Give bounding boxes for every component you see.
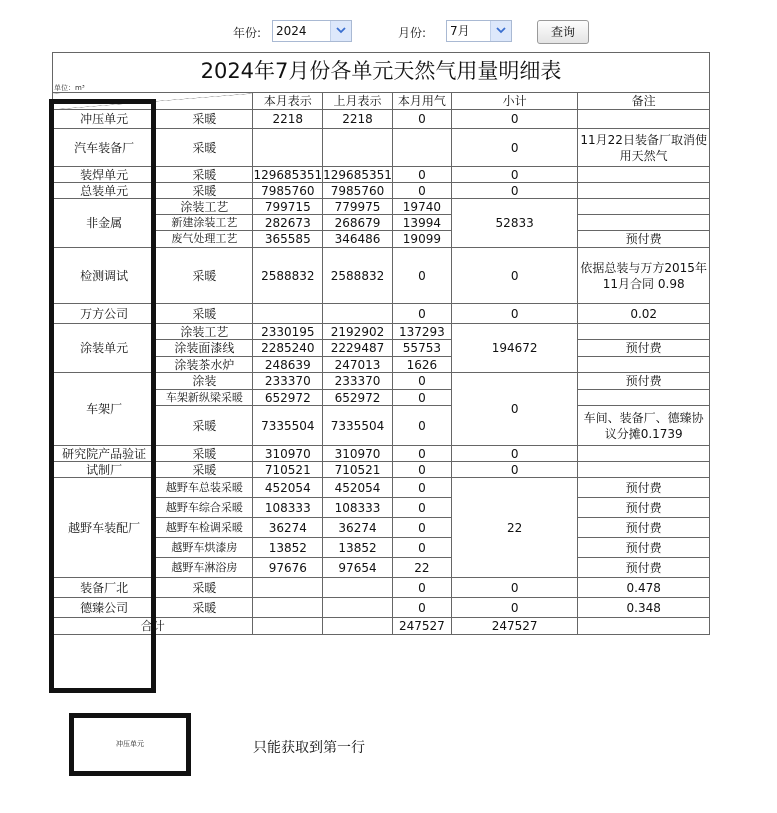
query-toolbar bbox=[0, 20, 777, 46]
current-reading-cell bbox=[253, 129, 323, 167]
subtotal-cell: 0 bbox=[451, 183, 577, 199]
usage-cell: 0 bbox=[392, 248, 451, 304]
unit-cell: 研究院产品验证 bbox=[53, 446, 156, 462]
usage-cell: 19740 bbox=[392, 199, 451, 215]
previous-reading-cell: 452054 bbox=[323, 478, 393, 498]
query-button[interactable]: 查询 bbox=[537, 20, 589, 44]
item-cell: 涂装面漆线 bbox=[156, 340, 253, 357]
note-text: 只能获取到第一行 bbox=[253, 740, 365, 756]
item-cell: 废气处理工艺 bbox=[156, 231, 253, 248]
usage-cell: 0 bbox=[392, 446, 451, 462]
previous-reading-cell: 2192902 bbox=[323, 324, 393, 340]
remark-cell: 0.348 bbox=[578, 598, 710, 618]
current-reading-cell: 799715 bbox=[253, 199, 323, 215]
item-cell: 涂装 bbox=[156, 373, 253, 390]
previous-reading-cell: 652972 bbox=[323, 390, 393, 406]
selection-highlight-box bbox=[49, 99, 156, 693]
usage-cell: 0 bbox=[392, 538, 451, 558]
total-usage: 247527 bbox=[392, 618, 451, 635]
unit-label: 单位：m³ bbox=[54, 84, 85, 92]
remark-cell bbox=[578, 324, 710, 340]
item-cell: 涂装工艺 bbox=[156, 199, 253, 215]
header-remarks: 备注 bbox=[578, 93, 710, 110]
item-cell: 采暖 bbox=[156, 598, 253, 618]
usage-cell: 0 bbox=[392, 183, 451, 199]
usage-cell: 0 bbox=[392, 373, 451, 390]
usage-cell: 0 bbox=[392, 406, 451, 446]
current-reading-cell: 310970 bbox=[253, 446, 323, 462]
subtotal-cell: 0 bbox=[451, 446, 577, 462]
remark-cell: 预付费 bbox=[578, 373, 710, 390]
item-cell: 越野车综合采暖 bbox=[156, 498, 253, 518]
previous-reading-cell bbox=[323, 129, 393, 167]
usage-cell: 0 bbox=[392, 110, 451, 129]
previous-reading-cell: 779975 bbox=[323, 199, 393, 215]
usage-cell: 0 bbox=[392, 518, 451, 538]
current-reading-cell: 129685351 bbox=[253, 167, 323, 182]
usage-cell: 0 bbox=[392, 462, 451, 478]
previous-reading-cell: 310970 bbox=[323, 446, 393, 462]
subtotal-cell: 0 bbox=[451, 462, 577, 478]
remark-cell bbox=[578, 446, 710, 462]
item-cell: 涂装茶水炉 bbox=[156, 357, 253, 373]
usage-cell: 0 bbox=[392, 390, 451, 406]
previous-reading-cell: 7985760 bbox=[323, 183, 393, 199]
unit-cell: 越野车装配厂 bbox=[53, 478, 156, 578]
report-title: 2024年7月份各单元天然气用量明细表 bbox=[52, 52, 710, 92]
current-reading-cell: 365585 bbox=[253, 231, 323, 248]
previous-reading-cell: 2229487 bbox=[323, 340, 393, 357]
item-cell: 越野车检调采暖 bbox=[156, 518, 253, 538]
remark-cell: 预付费 bbox=[578, 478, 710, 498]
current-reading-cell: 97676 bbox=[253, 558, 323, 578]
item-cell: 采暖 bbox=[156, 578, 253, 598]
current-reading-cell: 248639 bbox=[253, 357, 323, 373]
remark-cell bbox=[578, 110, 710, 129]
previous-reading-cell: 2218 bbox=[323, 110, 393, 129]
item-cell: 采暖 bbox=[156, 304, 253, 324]
previous-reading-cell: 2588832 bbox=[323, 248, 393, 304]
item-cell: 采暖 bbox=[156, 183, 253, 199]
header-previous-reading: 上月表示 bbox=[323, 93, 393, 110]
usage-cell: 0 bbox=[392, 598, 451, 618]
subtotal-cell: 0 bbox=[451, 167, 577, 183]
usage-cell: 22 bbox=[392, 558, 451, 578]
subtotal-cell: 0 bbox=[451, 373, 577, 446]
current-reading-cell: 652972 bbox=[253, 390, 323, 406]
usage-cell: 0 bbox=[392, 478, 451, 498]
remark-cell bbox=[578, 183, 710, 199]
unit-cell: 万方公司 bbox=[53, 304, 156, 324]
unit-cell: 涂装单元 bbox=[53, 324, 156, 373]
year-select[interactable]: 2024 bbox=[272, 20, 352, 42]
remark-cell: 0.478 bbox=[578, 578, 710, 598]
subtotal-cell: 0 bbox=[451, 110, 577, 129]
chevron-down-icon bbox=[490, 21, 511, 41]
current-reading-cell bbox=[253, 598, 323, 618]
item-cell: 新建涂装工艺 bbox=[156, 215, 253, 231]
item-cell: 采暖 bbox=[156, 462, 253, 478]
remark-cell bbox=[578, 462, 710, 478]
subtotal-cell: 22 bbox=[451, 478, 577, 578]
current-reading-cell: 36274 bbox=[253, 518, 323, 538]
item-cell: 采暖 bbox=[156, 129, 253, 167]
unit-cell: 车架厂 bbox=[53, 373, 156, 446]
current-reading-cell: 710521 bbox=[253, 462, 323, 478]
remark-cell: 11月22日装备厂取消使用天然气 bbox=[578, 129, 710, 167]
current-reading-cell: 7335504 bbox=[253, 406, 323, 446]
remark-cell bbox=[578, 167, 710, 183]
remark-cell bbox=[578, 357, 710, 373]
previous-reading-cell: 346486 bbox=[323, 231, 393, 248]
remark-cell bbox=[578, 390, 710, 406]
item-cell: 采暖 bbox=[156, 406, 253, 446]
crop-preview-text: 冲压单元 bbox=[116, 740, 144, 748]
header-monthly-usage: 本月用气 bbox=[392, 93, 451, 110]
remark-cell: 依据总装与万方2015年11月合同 0.98 bbox=[578, 248, 710, 304]
unit-cell: 装备厂北 bbox=[53, 578, 156, 598]
previous-reading-cell: 97654 bbox=[323, 558, 393, 578]
total-subtotal: 247527 bbox=[451, 618, 577, 635]
item-cell: 车架新纵梁采暖 bbox=[156, 390, 253, 406]
month-select[interactable]: 7月 bbox=[446, 20, 512, 42]
previous-reading-cell: 710521 bbox=[323, 462, 393, 478]
current-reading-cell bbox=[253, 304, 323, 324]
remark-cell bbox=[578, 215, 710, 231]
item-cell: 采暖 bbox=[156, 248, 253, 304]
usage-cell: 0 bbox=[392, 304, 451, 324]
remark-cell: 0.02 bbox=[578, 304, 710, 324]
remark-cell: 预付费 bbox=[578, 538, 710, 558]
item-cell: 越野车烘漆房 bbox=[156, 538, 253, 558]
remark-cell: 预付费 bbox=[578, 498, 710, 518]
subtotal-cell: 52833 bbox=[451, 199, 577, 248]
total-label: 合计 bbox=[53, 618, 253, 635]
current-reading-cell: 2218 bbox=[253, 110, 323, 129]
chevron-down-icon bbox=[330, 21, 351, 41]
remark-cell: 车间、装备厂、德臻协议分摊0.1739 bbox=[578, 406, 710, 446]
previous-reading-cell bbox=[323, 578, 393, 598]
remark-cell: 预付费 bbox=[578, 231, 710, 248]
header-current-reading: 本月表示 bbox=[253, 93, 323, 110]
item-cell: 涂装工艺 bbox=[156, 324, 253, 340]
remark-cell: 预付费 bbox=[578, 518, 710, 538]
header-subtotal: 小计 bbox=[451, 93, 577, 110]
usage-cell: 1626 bbox=[392, 357, 451, 373]
month-label: 月份: bbox=[398, 26, 427, 40]
remark-cell: 预付费 bbox=[578, 340, 710, 357]
current-reading-cell: 7985760 bbox=[253, 183, 323, 199]
usage-cell: 19099 bbox=[392, 231, 451, 248]
total-blank-1 bbox=[253, 618, 323, 635]
year-label: 年份: bbox=[233, 26, 262, 40]
previous-reading-cell bbox=[323, 304, 393, 324]
unit-cell: 德臻公司 bbox=[53, 598, 156, 618]
subtotal-cell: 0 bbox=[451, 598, 577, 618]
previous-reading-cell bbox=[323, 598, 393, 618]
current-reading-cell: 2285240 bbox=[253, 340, 323, 357]
usage-cell: 13994 bbox=[392, 215, 451, 231]
total-blank-3 bbox=[578, 618, 710, 635]
current-reading-cell: 233370 bbox=[253, 373, 323, 390]
unit-cell: 总装单元 bbox=[53, 183, 156, 199]
unit-cell: 汽车装备厂 bbox=[53, 129, 156, 167]
previous-reading-cell: 233370 bbox=[323, 373, 393, 390]
subtotal-cell: 0 bbox=[451, 304, 577, 324]
item-cell: 越野车淋浴房 bbox=[156, 558, 253, 578]
item-cell: 越野车总装采暖 bbox=[156, 478, 253, 498]
subtotal-cell: 194672 bbox=[451, 324, 577, 373]
current-reading-cell bbox=[253, 578, 323, 598]
current-reading-cell: 13852 bbox=[253, 538, 323, 558]
item-cell: 采暖 bbox=[156, 167, 253, 183]
previous-reading-cell: 268679 bbox=[323, 215, 393, 231]
current-reading-cell: 2588832 bbox=[253, 248, 323, 304]
subtotal-cell: 0 bbox=[451, 129, 577, 167]
current-reading-cell: 452054 bbox=[253, 478, 323, 498]
previous-reading-cell: 108333 bbox=[323, 498, 393, 518]
subtotal-cell: 0 bbox=[451, 578, 577, 598]
usage-cell: 0 bbox=[392, 167, 451, 183]
previous-reading-cell: 13852 bbox=[323, 538, 393, 558]
subtotal-cell: 0 bbox=[451, 248, 577, 304]
total-blank-2 bbox=[323, 618, 393, 635]
previous-reading-cell: 36274 bbox=[323, 518, 393, 538]
previous-reading-cell: 7335504 bbox=[323, 406, 393, 446]
remark-cell: 预付费 bbox=[578, 558, 710, 578]
unit-cell: 非金属 bbox=[53, 199, 156, 248]
unit-cell: 装焊单元 bbox=[53, 167, 156, 183]
item-cell: 采暖 bbox=[156, 110, 253, 129]
current-reading-cell: 108333 bbox=[253, 498, 323, 518]
crop-preview bbox=[69, 713, 191, 776]
remark-cell bbox=[578, 199, 710, 215]
current-reading-cell: 282673 bbox=[253, 215, 323, 231]
usage-cell: 55753 bbox=[392, 340, 451, 357]
usage-cell: 0 bbox=[392, 578, 451, 598]
unit-cell: 冲压单元 bbox=[53, 110, 156, 129]
item-cell: 采暖 bbox=[156, 446, 253, 462]
current-reading-cell: 2330195 bbox=[253, 324, 323, 340]
usage-cell bbox=[392, 129, 451, 167]
unit-cell: 试制厂 bbox=[53, 462, 156, 478]
unit-cell: 检测调试 bbox=[53, 248, 156, 304]
usage-cell: 137293 bbox=[392, 324, 451, 340]
usage-cell: 0 bbox=[392, 498, 451, 518]
previous-reading-cell: 247013 bbox=[323, 357, 393, 373]
previous-reading-cell: 129685351 bbox=[323, 167, 392, 182]
